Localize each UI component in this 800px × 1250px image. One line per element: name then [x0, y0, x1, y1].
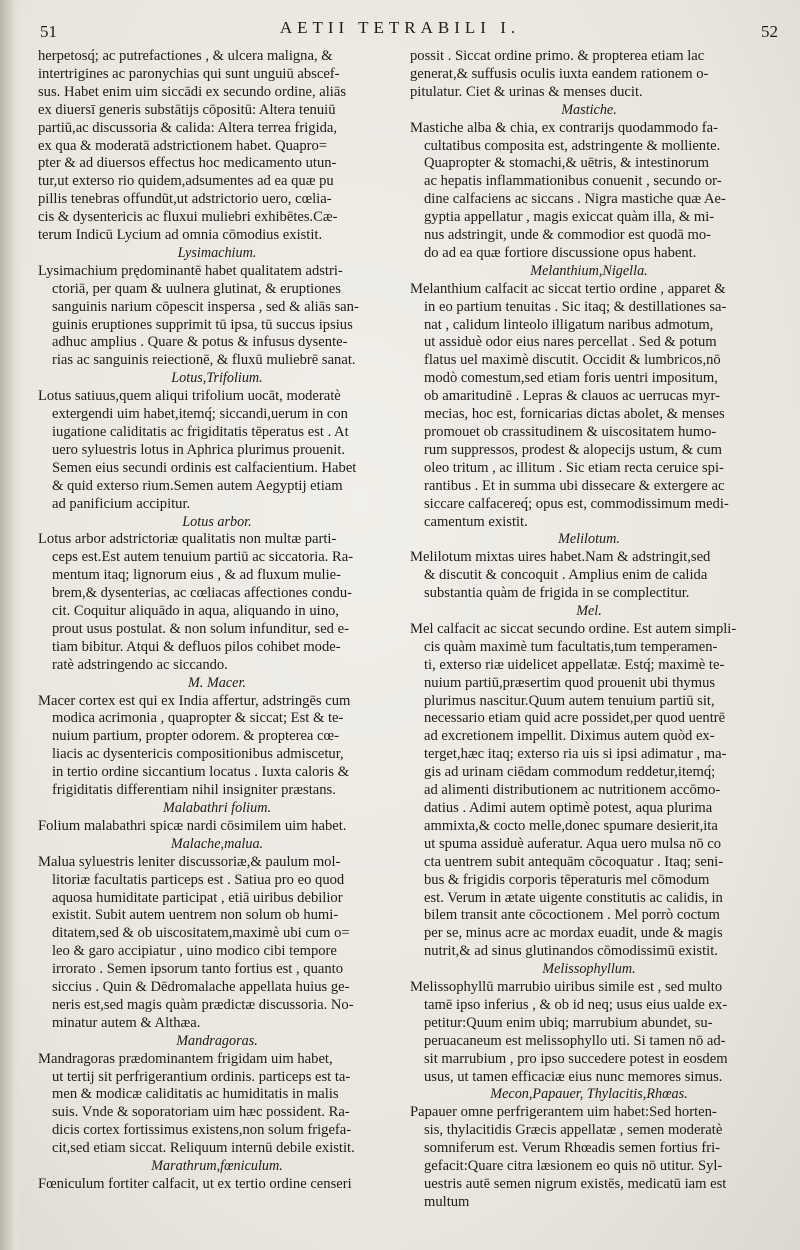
- text-line: ad excretionem impellit. Diximus autem quòd ex-: [424, 728, 715, 745]
- text-line: terum Indicū Lycium ad omnia cōmodius existit.: [38, 227, 323, 244]
- text-line: dine calfaciens ac siccans . Nigra mastiche quæ Ae-: [424, 191, 726, 208]
- paragraph: [38, 263, 396, 370]
- text-line: possit . Siccat ordine primo. & propterea etiam lac: [410, 48, 705, 64]
- text-line: ad alimenti distributionem ac nutritionem accōmo-: [424, 782, 721, 799]
- text-line: tur,ut exterso rio quidem,adsumentes ad ea quæ pu: [38, 173, 334, 190]
- page-binding-shadow: [0, 0, 22, 1250]
- text-line: ac hepatis inflammationibus conuenit , secundo or-: [424, 173, 722, 190]
- text-line: aquosa humiditate participat , etiā uiribus debilior: [52, 889, 343, 906]
- text-line: iugatione caliditatis ac frigiditatis tēperatus est . At: [52, 424, 349, 440]
- section-heading: Melilotum.: [558, 531, 620, 548]
- text-line: uero syluestris lotus in Aphrica plurimus prouenit.: [52, 441, 346, 458]
- text-line: irrorato . Semen ipsorum tanto fortius est , quanto: [52, 961, 344, 978]
- text-line: Malua syluestris leniter discussoriæ,& paulum mol-: [38, 853, 341, 870]
- folio-number-right: 52: [761, 22, 778, 41]
- text-line: substantia quàm de frigida in se complectitur.: [424, 585, 690, 602]
- text-line: mentum itaq; lignorum eius , & ad fluxum mulie-: [52, 567, 341, 584]
- text-line: Lysimachium prędominantē habet qualitatem adstri-: [38, 262, 343, 279]
- text-line: datius . Adimi autem optimè potest, aqua plurima: [424, 800, 713, 816]
- text-line: nutrit,& ad sinus glutinandos cōmodissimū existit.: [424, 943, 718, 960]
- text-line: pter & ad diuersos effectus hoc medicamento utun-: [38, 155, 337, 172]
- section-heading: Melissophyllum.: [542, 961, 636, 978]
- text-line: ceps est.Est autem tenuium partiū ac siccatoria. Ra-: [52, 549, 354, 566]
- running-head: AETII TETRABILI I.: [279, 18, 521, 37]
- section-heading: Mastiche.: [561, 101, 617, 118]
- text-line: nus adstringit, unde & commodior est quodā mo-: [424, 227, 711, 244]
- text-line: peruacaneum est melissophyllo uti. Si tamen nō ad-: [424, 1032, 726, 1049]
- section-heading: Lotus,Trifolium.: [171, 370, 263, 387]
- text-line: Semen eius secundi ordinis est calfacientium. Habet: [52, 459, 357, 476]
- text-line: pillis tenebras offundūt,ut adstrictorio uero, cœlia-: [38, 191, 332, 208]
- text-line: litoriæ facultatis particeps est . Satiua pro eo quod: [52, 871, 345, 888]
- text-line: Mandragoras prædominantem frigidam uim habet,: [38, 1050, 333, 1067]
- text-line: oleo tritum , ac illitum . Sic etiam recta ceruice spi-: [424, 459, 724, 476]
- text-line: leo & garo accipiatur , uino modico cibi tempore: [52, 943, 337, 960]
- section-heading: Marathrum,fœniculum.: [151, 1158, 283, 1175]
- text-line: ctoriā, per quam & uulnera glutinat, & eruptiones: [52, 280, 341, 297]
- text-line: ti, exterso riæ uidelicet appellatæ. Estq́; maximè te-: [424, 656, 725, 673]
- text-line: ditatem,sed & ob uiscositatem,maximè ubi cum o=: [52, 925, 350, 942]
- text-line: ex qua & moderatā adstrictionem habet. Quapro=: [38, 137, 328, 154]
- text-line: partiū,ac discussoria & calida: Altera terrea frigida,: [38, 119, 338, 136]
- text-line: plurimus nascitur.Quum autem tenuium partiū sit,: [424, 692, 715, 709]
- text-line: cis & dysentericis ac fluxui muliebri exhibētes.Cæ-: [38, 209, 338, 226]
- paragraph: [38, 818, 396, 836]
- text-line: cit,sed etiam siccat. Reliquum internū debile existit.: [52, 1140, 355, 1157]
- paragraph: [38, 531, 396, 674]
- text-line: terget,hæc itaq; exterso ria uis si ipsi adimatur , ma-: [424, 746, 727, 763]
- text-line: sus. Habet enim uim siccādi ex secundo ordine, aliās: [38, 83, 347, 100]
- text-line: Mel calfacit ac siccat secundo ordine. Est autem simpli-: [410, 620, 737, 637]
- text-line: prout usus postulat. & non solum infunditur, sed e-: [52, 620, 349, 637]
- text-line: promouet ob crassitudinem & uiscositatem humo-: [424, 424, 717, 440]
- text-line: & discutit & concoquit . Amplius enim de calida: [424, 567, 708, 584]
- text-line: tamē ipso inferius , & ob id neq; usus eius ualde ex-: [424, 996, 728, 1013]
- text-line: Quapropter & stomachi,& uētris, & intestinorum: [424, 155, 709, 172]
- paragraph: [38, 1176, 396, 1194]
- text-line: men & modicæ caliditatis ac humiditatis in malis: [52, 1086, 339, 1103]
- text-line: existit. Subit autem uentrem non solum ob humi-: [52, 907, 339, 924]
- text-line: Fœniculum fortiter calfacit, ut ex tertio ordine censeri: [38, 1175, 352, 1192]
- text-line: per se, minus acre ac mordax euadit, unde & magis: [424, 925, 723, 942]
- text-line: generat,& suffusis oculis iuxta eandem rationem o-: [410, 65, 709, 82]
- text-line: sit marrubium , pro ipso succedere potest in eosdem: [424, 1050, 728, 1067]
- folio-number-left: 51: [40, 22, 57, 41]
- text-line: siccius . Quin & Dēdromalache appellata huius ge-: [52, 979, 350, 996]
- text-line: herpetosq́; ac putrefactiones , & ulcera maligna, &: [38, 48, 333, 64]
- text-line: uestris autē semen nigrum existēs, medicatū iam est: [424, 1176, 727, 1192]
- text-line: gyptia appellatur , magis exiccat quàm illa, & mi-: [424, 209, 715, 226]
- text-line: guinis eruptiones supprimit tū ipsa, tū succus ipsius: [52, 316, 353, 333]
- text-line: tiam bibitur. Atqui & defluos pilos cohibet mode-: [52, 638, 341, 655]
- text-line: ratè adstringendo ac siccando.: [52, 656, 228, 673]
- text-line: intertrigines ac paronychias qui sunt unguiū abscef-: [38, 65, 340, 82]
- text-line: Folium malabathri spicæ nardi cōsimilem uim habet.: [38, 817, 347, 834]
- text-line: minatur autem & Althæa.: [52, 1014, 201, 1031]
- paragraph: [410, 1104, 768, 1211]
- text-line: siccare calfacereq́; opus est, commodissimum medi-: [424, 495, 729, 512]
- paragraph: [38, 388, 396, 513]
- text-line: extergendi uim habet,itemq́; siccandi,uerum in con: [52, 406, 348, 423]
- text-line: modò comestum,sed etiam foris uentri impositum,: [424, 370, 718, 387]
- text-line: pitulatur. Ciet & urinas & menses ducit.: [410, 83, 643, 100]
- text-line: rias ac sanguinis reiectionē, & fluxū muliebrē sanat.: [52, 352, 356, 369]
- section-heading: Malache,malua.: [170, 835, 264, 852]
- text-line: ex diuersī generis substātijs cōpositū: Altera tenuiū: [38, 101, 336, 118]
- section-heading: Lotus arbor.: [182, 513, 252, 530]
- text-line: in tertio ordine siccantium locatus . Iuxta caloris &: [52, 764, 350, 781]
- paragraph: [38, 854, 396, 1033]
- paragraph: [410, 621, 768, 961]
- text-line: suis. Vnde & soporatoriam uim hæc possident. Ra-: [52, 1104, 350, 1121]
- text-line: Lotus satiuus,quem aliqui trifolium uocāt, moderatè: [38, 388, 341, 405]
- text-line: gefacit:Quare citra læsionem eo quis nō utitur. Syl-: [424, 1158, 723, 1175]
- paragraph: [410, 979, 768, 1086]
- paragraph: [410, 549, 768, 603]
- text-line: flatus uel maximè discutit. Occidit & lumbricos,nō: [424, 352, 721, 369]
- text-column-left: [38, 48, 396, 1194]
- section-heading: M. Macer.: [188, 674, 246, 691]
- paragraph: [38, 48, 396, 245]
- text-line: rantibus . Et in summa ubi dissecare & extergere ac: [424, 477, 725, 494]
- section-heading: Mel.: [576, 603, 602, 620]
- text-line: nuium partiū,præsertim quod prouenit ubi thymus: [424, 674, 716, 691]
- text-line: cta uentrem subit antequām cōcoquatur . Itaq; seni-: [424, 853, 724, 870]
- text-line: multum: [424, 1193, 470, 1210]
- text-line: & quid exterso rium.Semen autem Aegyptij etiam: [52, 477, 343, 494]
- paragraph: [38, 693, 396, 800]
- paragraph: [410, 281, 768, 532]
- text-line: est. Verum in ætate uigente constitutis ac calidis, in: [424, 889, 723, 906]
- text-line: Papauer omne perfrigerantem uim habet:Sed horten-: [410, 1104, 717, 1121]
- text-line: Lotus arbor adstrictoriæ qualitatis non multæ parti-: [38, 531, 337, 548]
- text-line: bus & frigidis corporis tēperaturis mel cōmodum: [424, 871, 710, 888]
- text-line: petitur:Quum enim ubiq; marrubium abundet, su-: [424, 1014, 713, 1031]
- text-column-right: [410, 48, 768, 1212]
- text-line: modica acrimonia , quapropter & siccat; Est & te-: [52, 710, 344, 727]
- text-line: neris est,sed magis quàm prædictæ discussoria. No-: [52, 996, 354, 1013]
- text-line: Mastiche alba & chia, ex contrarijs quodammodo fa-: [410, 119, 718, 136]
- text-line: Melanthium calfacit ac siccat tertio ordine , apparet &: [410, 280, 726, 297]
- text-line: gis ad urinam ciēdam commodum reddetur,itemq́;: [424, 764, 716, 781]
- text-line: somniferum est. Verum Rhœadis semen fortius fri-: [424, 1140, 721, 1157]
- text-line: cultatibus composita est, adstringente & molliente.: [424, 137, 721, 154]
- text-line: sis, thylacitidis Græcis appellatæ , semen moderatè: [424, 1122, 723, 1139]
- text-line: ut spuma assiduè auferatur. Aqua uero mulsa nō co: [424, 835, 722, 852]
- section-heading: Mecon,Papauer, Thylacitis,Rhœas.: [490, 1086, 688, 1103]
- paragraph: [410, 120, 768, 263]
- text-line: ut tertij sit perfrigerantium ordinis. particeps est ta-: [52, 1068, 351, 1085]
- text-line: ob amaritudinē . Lepras & clauos ac uerrucas myr-: [424, 388, 720, 405]
- text-line: camentum existit.: [424, 513, 528, 530]
- text-line: liacis ac dysentericis compositionibus admiscetur,: [52, 746, 344, 763]
- text-line: in eo partium tenuitas . Sic itaq; & destillationes sa-: [424, 298, 727, 315]
- text-line: nuium partium, propter odorem. & propterea cœ-: [52, 728, 339, 745]
- section-heading: Melanthium,Nigella.: [530, 262, 648, 279]
- text-line: usus, ut tamen efficaciæ eius nunc memores simus.: [424, 1068, 723, 1085]
- text-line: rum suppressos, prodest & alopecijs ustum, & cum: [424, 441, 722, 458]
- text-line: Macer cortex est qui ex India affertur, adstringēs cum: [38, 692, 351, 709]
- text-line: brem,& dysenterias, ac cœliacas affectiones condu-: [52, 585, 352, 602]
- text-line: ad panificium accipitur.: [52, 495, 191, 512]
- text-line: ammixta,& cocto melle,donec spumare desierit,ita: [424, 817, 718, 834]
- text-line: nat , calidum linteolo illigatum naribus admotum,: [424, 316, 714, 333]
- text-line: sanguinis narium cōpescit inspersa , sed & aliās san-: [52, 298, 359, 315]
- paragraph: [38, 1051, 396, 1158]
- text-line: Melissophyllū marrubio uiribus simile est , sed multo: [410, 979, 723, 996]
- section-heading: Mandragoras.: [176, 1032, 258, 1049]
- text-line: bilem transit ante cōcoctionem . Mel porrò coctum: [424, 907, 720, 924]
- text-line: cis quàm maximè tum facultatis,tum temperamen-: [424, 638, 718, 655]
- section-heading: Malabathri folium.: [163, 800, 271, 816]
- text-line: mecias, hoc est, fornicarias dictas abolet, & menses: [424, 406, 725, 423]
- text-line: adhuc amplius . Quare & potus & infusus dysente-: [52, 334, 348, 351]
- text-line: cit. Coquitur aliquādo in aqua, aliquando in uino,: [52, 603, 339, 620]
- text-line: dicis cortex fortissimus existens,non solum frigefa-: [52, 1122, 352, 1139]
- text-line: necessario etiam quid acre possidet,per quod uentrē: [424, 710, 726, 727]
- text-line: ut assiduè odor eius nares percellat . Sed & potum: [424, 334, 717, 351]
- text-line: do ad ea quæ fortiore discussione opus habent.: [424, 244, 697, 261]
- paragraph: [410, 48, 768, 102]
- text-line: frigiditatis differentiam nihil insigniter præstans.: [52, 782, 336, 799]
- section-heading: Lysimachium.: [177, 244, 257, 261]
- text-line: Melilotum mixtas uires habet.Nam & adstringit,sed: [410, 549, 711, 566]
